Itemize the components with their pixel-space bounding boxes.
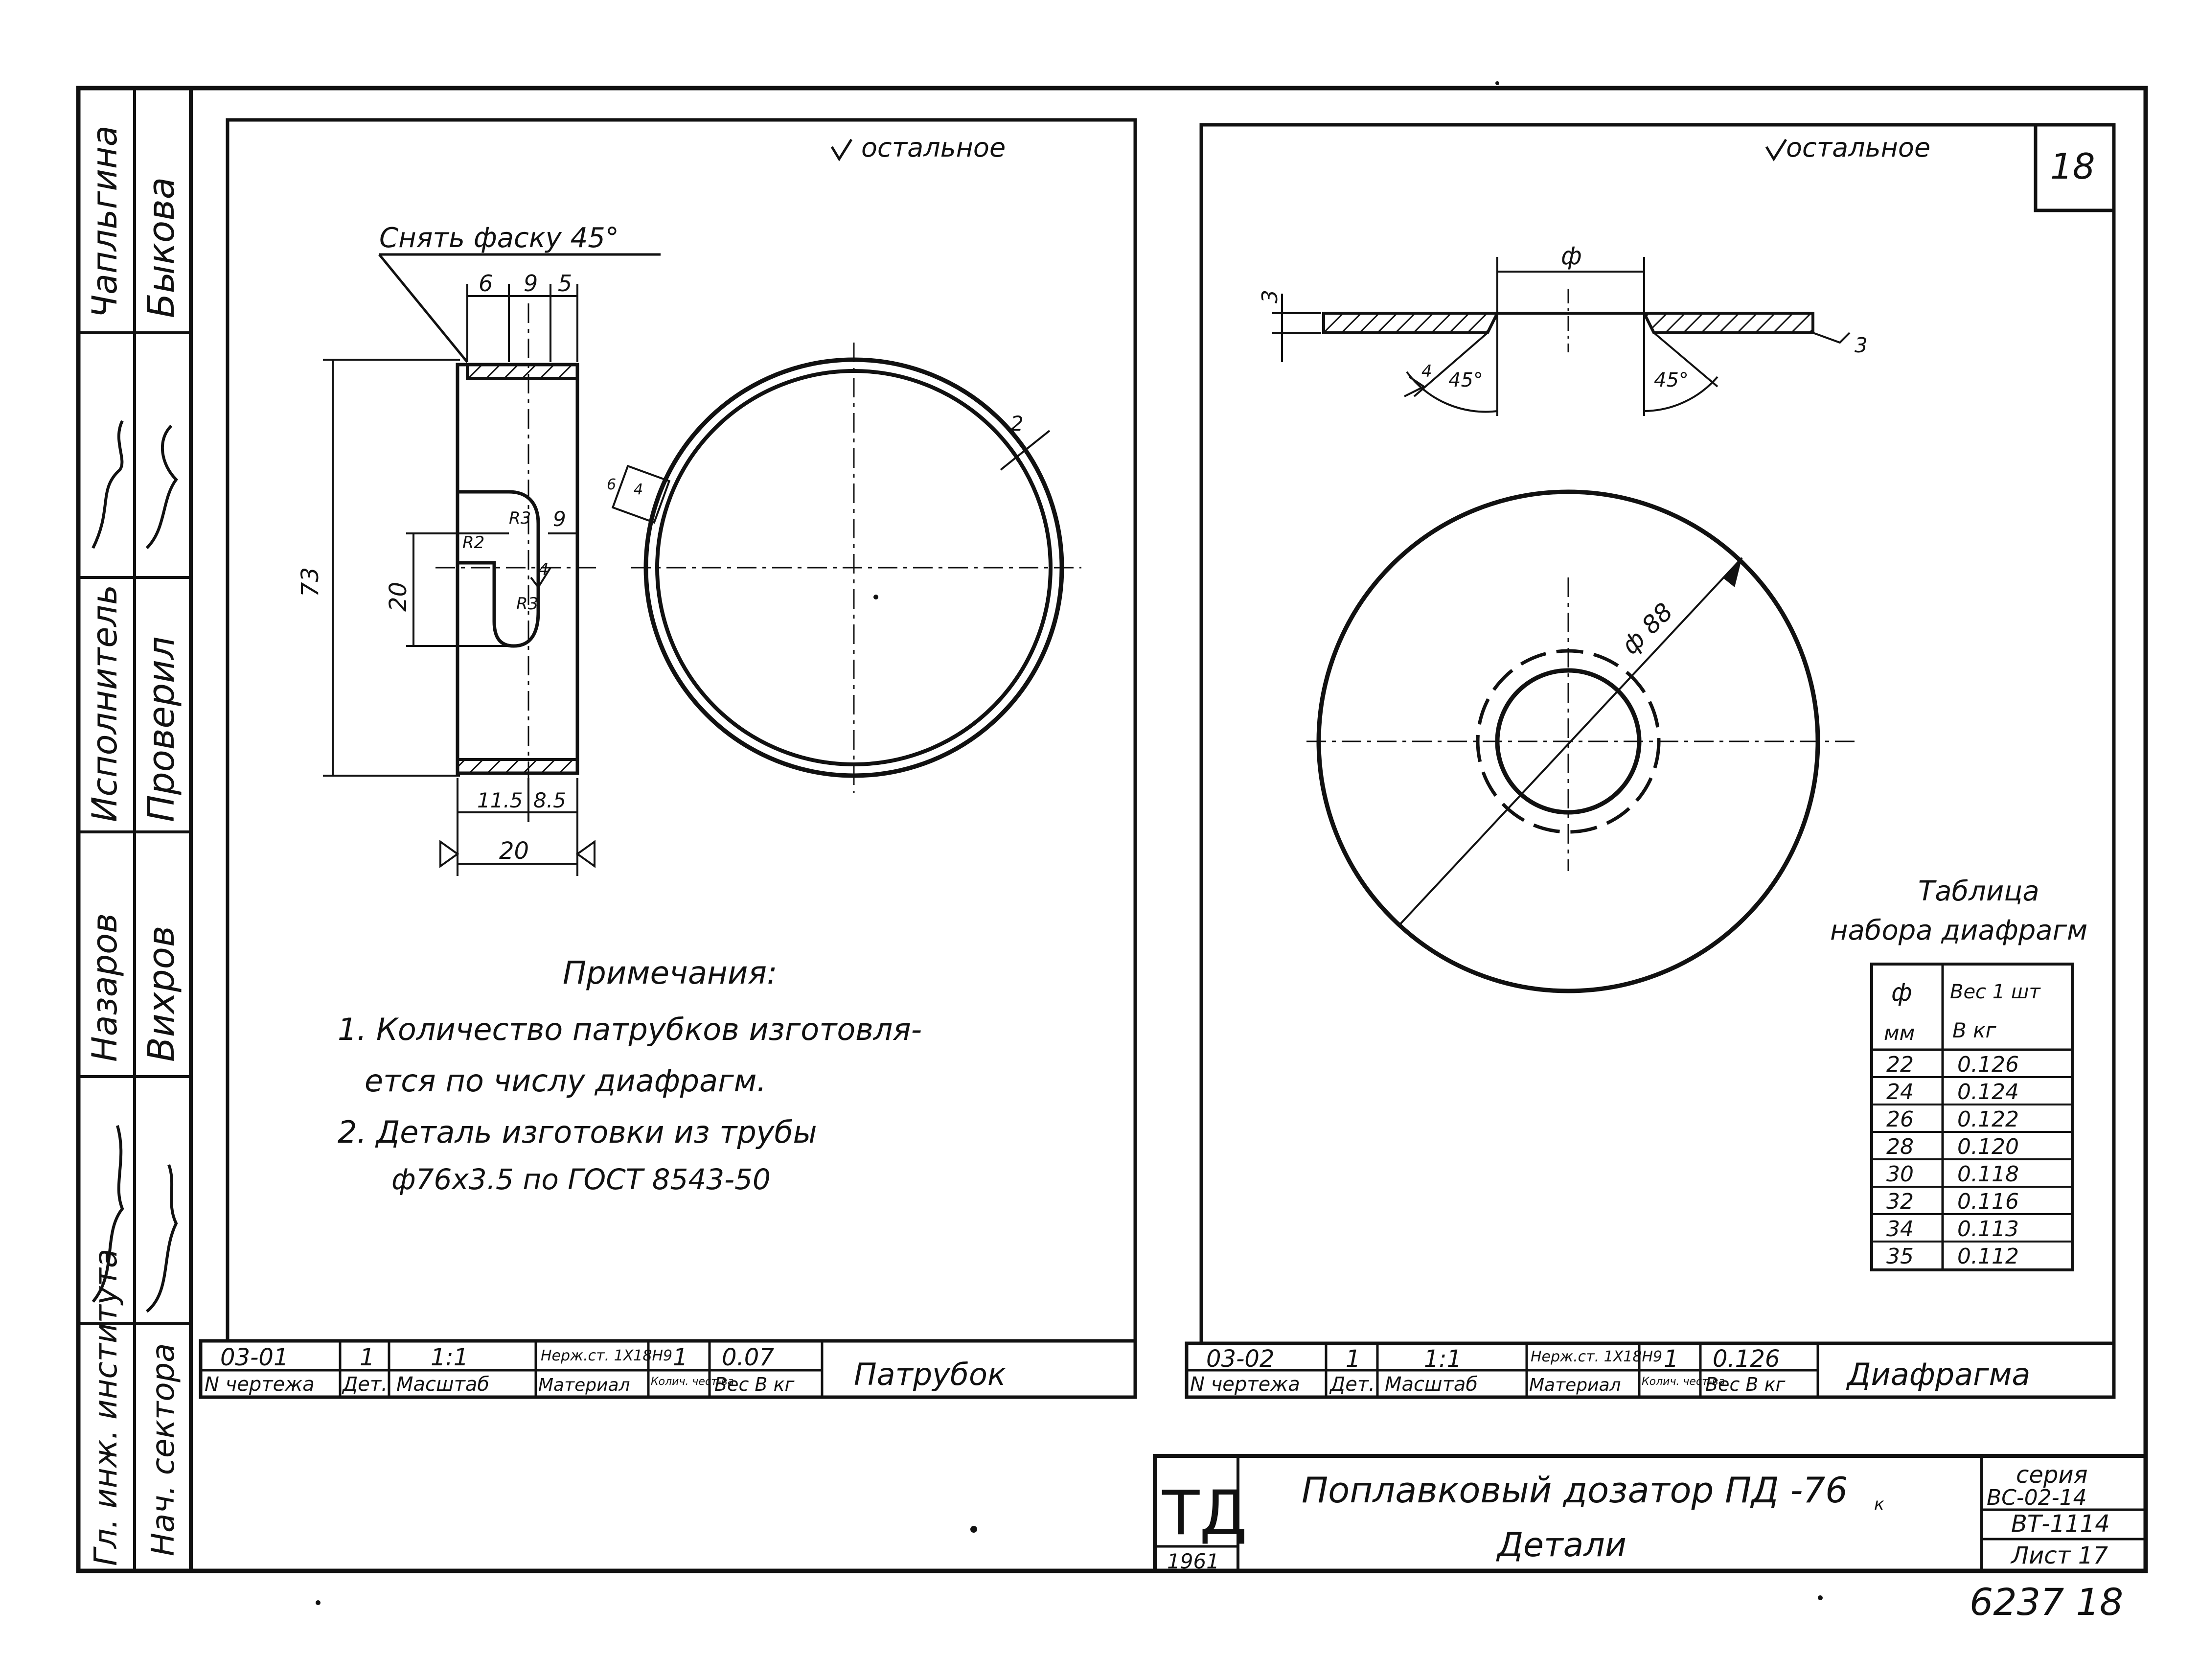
dim-top-5: 5 (558, 270, 573, 297)
side-name-5: Нач. сектора (145, 1343, 182, 1556)
right-header-5: Вес В кг (1705, 1374, 1786, 1395)
side-role-3: Назаров (85, 913, 125, 1062)
note-line-4: ф76х3.5 по ГОСТ 8543-50 (391, 1163, 771, 1196)
right-det: 1 (1346, 1345, 1361, 1373)
right-material: Нерж.ст. 1Х18Н9 (1531, 1348, 1663, 1365)
side-name-2: Проверил (140, 636, 183, 822)
dim-detail-4: 4 (634, 481, 643, 498)
left-det: 1 (360, 1344, 375, 1371)
right-header-3: Материал (1529, 1375, 1621, 1395)
archive-number: 6237 18 (1970, 1580, 2124, 1624)
table-d-3: 28 (1886, 1134, 1914, 1159)
stamp-title-sub: к (1874, 1495, 1884, 1514)
dim-phi: ф (1561, 242, 1582, 270)
side-stamp (78, 88, 191, 1571)
right-scale: 1:1 (1424, 1345, 1462, 1373)
pipe-outline (458, 365, 577, 773)
left-header-4: Колич. чест-ва (651, 1376, 734, 1388)
left-scale: 1:1 (431, 1344, 469, 1371)
table-d-2: 26 (1886, 1107, 1914, 1132)
main-stamp (1155, 1456, 2146, 1573)
left-qty: 1 (673, 1344, 688, 1371)
dim-thickness: 3 (1258, 290, 1283, 303)
dim-bottom-8-5: 8.5 (533, 788, 566, 812)
table-d-5: 32 (1886, 1189, 1914, 1214)
stamp-subtitle: Детали (1497, 1526, 1626, 1565)
left-part-name: Патрубок (854, 1357, 1006, 1392)
table-w-3: 0.120 (1957, 1134, 2019, 1159)
left-material: Нерж.ст. 1Х18Н9 (541, 1347, 673, 1364)
stamp-logo: ТД (1162, 1478, 1248, 1549)
left-drawing-no: 03-01 (220, 1344, 289, 1371)
finish-right: 3 (1855, 333, 1868, 357)
pipe-circle-view (607, 343, 1081, 793)
stamp-code: ВТ-1114 (2011, 1510, 2110, 1538)
right-weight: 0.126 (1713, 1345, 1780, 1373)
dim-r2: R2 (462, 533, 485, 552)
side-role-0: Чапльгина (85, 125, 125, 318)
dim-angle-left: 45° (1448, 369, 1483, 391)
dim-circle-2: 2 (1010, 412, 1024, 436)
pipe-section (297, 222, 661, 876)
right-header-0: N чертежа (1190, 1373, 1300, 1396)
left-weight: 0.07 (722, 1344, 774, 1371)
table-header-kg: В кг (1952, 1018, 1996, 1042)
note-line-3: 2. Деталь изготовки из трубы (338, 1114, 817, 1150)
notes (338, 955, 922, 1196)
table-d-6: 34 (1886, 1217, 1914, 1242)
table-w-2: 0.122 (1957, 1107, 2019, 1132)
left-header-0: N чертежа (205, 1373, 315, 1396)
stamp-series: ВС-02-14 (1987, 1485, 2087, 1510)
dim-top-6: 6 (479, 270, 493, 297)
right-drawing-no: 03-02 (1206, 1345, 1275, 1373)
table-header-mm: мм (1884, 1021, 1915, 1045)
right-header-1: Дет. (1330, 1373, 1375, 1396)
dim-height-73: 73 (297, 567, 324, 597)
right-header-2: Масштаб (1385, 1373, 1478, 1396)
table-w-5: 0.116 (1957, 1189, 2019, 1214)
dim-top-9: 9 (524, 270, 538, 297)
dim-r3-a: R3 (509, 508, 531, 528)
table-w-4: 0.118 (1957, 1162, 2019, 1187)
right-header-4: Колич. чест-ва (1642, 1376, 1725, 1388)
right-part-name: Диафрагма (1847, 1357, 2031, 1392)
table-title-2: набора диафрагм (1830, 915, 2088, 946)
stamp-sheet: Лист 17 (2011, 1542, 2108, 1569)
right-qty: 1 (1664, 1345, 1679, 1373)
stamp-year: 1961 (1167, 1549, 1219, 1573)
right-roughness-note: остальное (1786, 132, 1931, 163)
side-role-2: Исполнитель (85, 584, 125, 822)
right-roughness-symbol (1766, 139, 1786, 159)
table-d-4: 30 (1886, 1162, 1914, 1187)
left-title-block (201, 1341, 1135, 1397)
notes-title: Примечания: (563, 955, 778, 991)
table-d-7: 35 (1886, 1244, 1914, 1269)
dim-r4: 4 (538, 560, 549, 579)
table-w-1: 0.124 (1957, 1080, 2019, 1105)
table-title-1: Таблица (1918, 875, 2039, 907)
dim-bottom-11-5: 11.5 (477, 788, 523, 812)
note-line-2: ется по числу диафрагм. (365, 1063, 767, 1099)
dim-slot-20: 20 (385, 581, 412, 612)
side-role-5: Гл. инж. института (88, 1248, 124, 1566)
right-title-block (1187, 1343, 2114, 1397)
left-header-1: Дет. (343, 1373, 388, 1396)
table-w-6: 0.113 (1957, 1217, 2019, 1242)
finish-left: 4 (1421, 362, 1432, 381)
diaphragm-table (1830, 875, 2087, 1270)
table-w-0: 0.126 (1957, 1052, 2019, 1077)
note-line-1: 1. Количество патрубков изготовля- (338, 1012, 922, 1047)
dim-diameter: ф 88 (1616, 598, 1678, 660)
dim-right-9: 9 (553, 507, 566, 531)
table-d-0: 22 (1886, 1052, 1914, 1077)
dim-detail-6: 6 (607, 476, 617, 493)
left-header-2: Масштаб (396, 1373, 490, 1396)
side-name-0: Быкова (140, 177, 183, 318)
sheet-number-box: 18 (2050, 146, 2095, 187)
table-w-7: 0.112 (1957, 1244, 2019, 1269)
dim-bottom-20: 20 (499, 837, 529, 865)
table-header-weight: Вес 1 шт (1950, 981, 2040, 1003)
left-header-5: Вес В кг (714, 1374, 795, 1395)
left-header-3: Материал (538, 1375, 630, 1395)
left-roughness-symbol (832, 139, 851, 159)
diaphragm-section (1258, 242, 1868, 416)
side-name-3: Вихров (140, 925, 183, 1062)
stamp-title: Поплавковый дозатор ПД -76 (1302, 1470, 1848, 1511)
right-panel (1187, 125, 2114, 1397)
dim-angle-right: 45° (1654, 369, 1689, 391)
table-d-1: 24 (1886, 1080, 1914, 1105)
left-roughness-note: остальное (861, 132, 1006, 163)
dim-r3-b: R3 (516, 594, 539, 614)
chamfer-note: Снять фаску 45° (379, 222, 619, 254)
table-header-phi: ф (1891, 978, 1912, 1007)
diaphragm-plan (1306, 492, 1859, 991)
left-panel (201, 120, 1135, 1397)
stamp-series-label: серия (2016, 1461, 2088, 1489)
